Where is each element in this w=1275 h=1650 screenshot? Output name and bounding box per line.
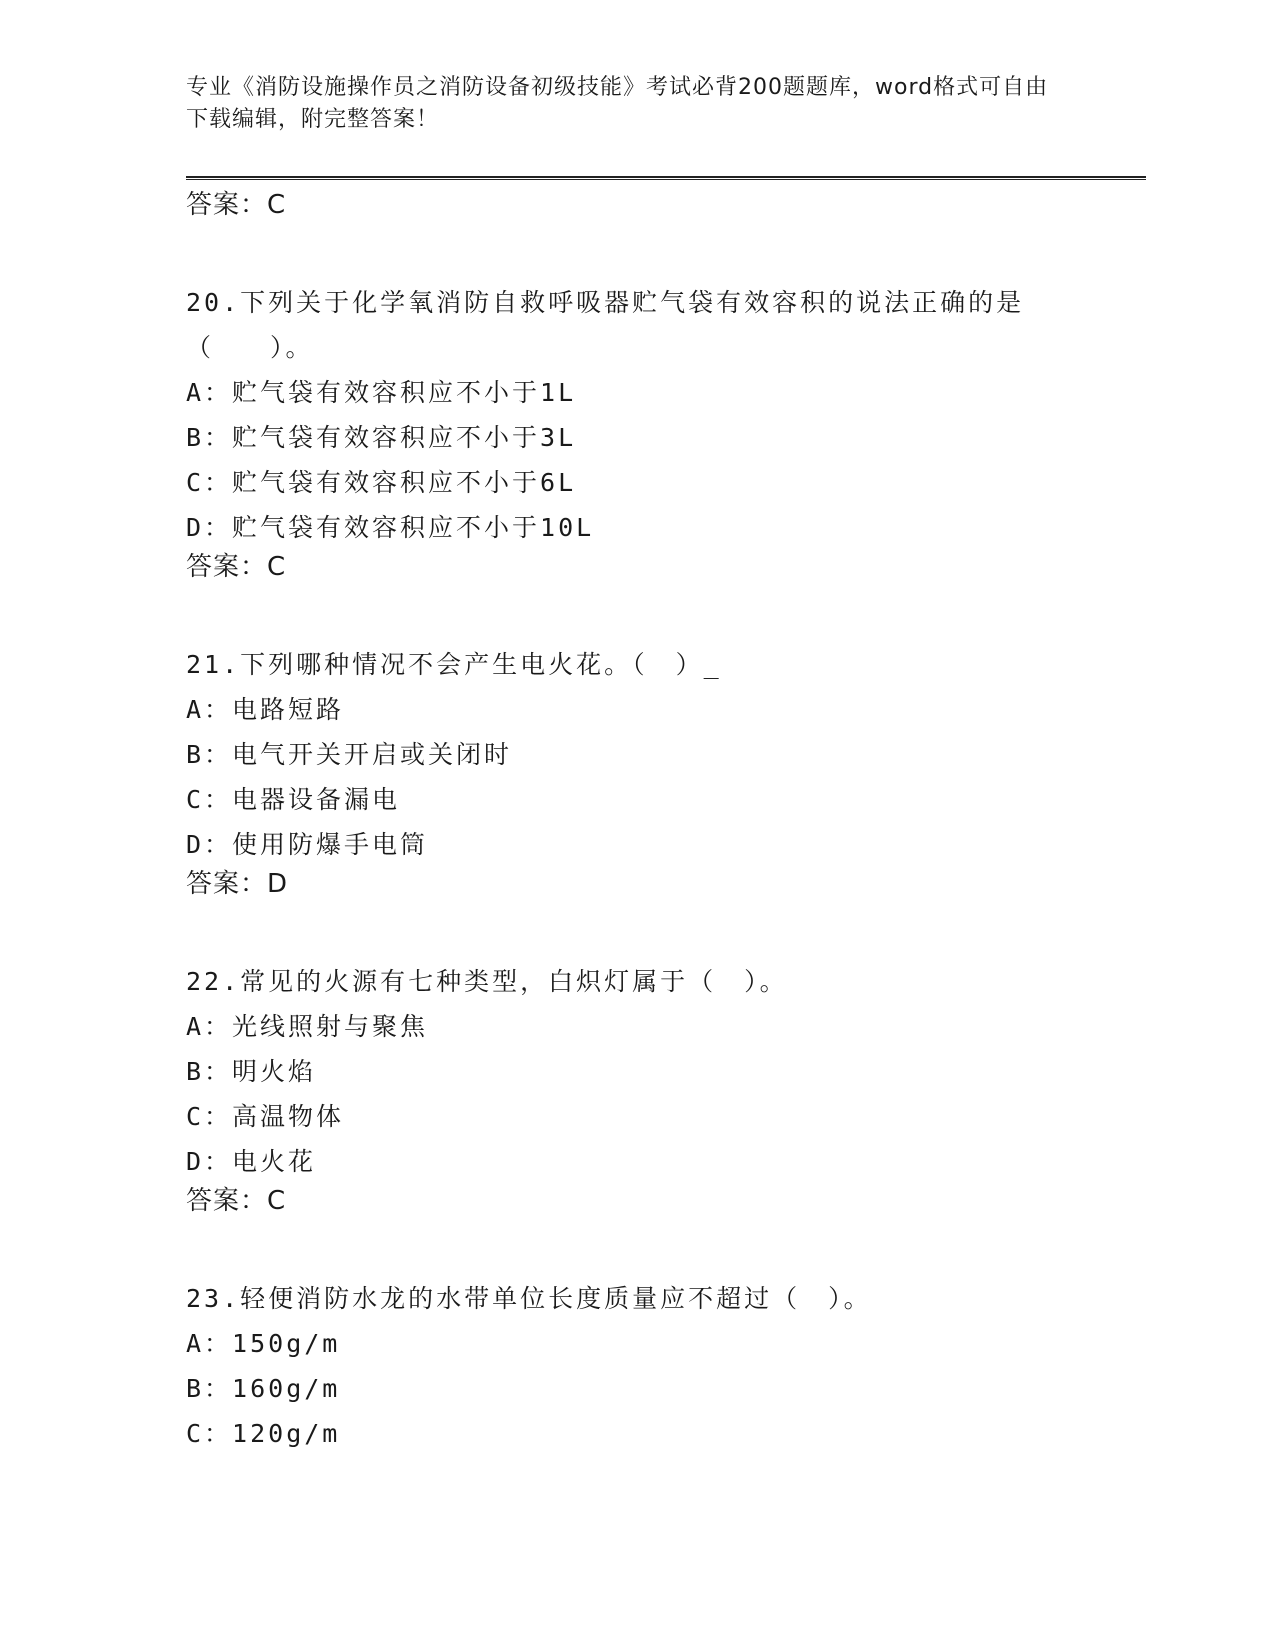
option-b: B：电气开关开启或关闭时 <box>186 740 513 769</box>
document-page <box>186 0 1146 1650</box>
answer-label: 答案：D <box>186 869 289 899</box>
option-d: D：电火花 <box>186 1147 317 1176</box>
question-block <box>186 642 1146 912</box>
spacer <box>186 1229 1146 1276</box>
question-text: 23.轻便消防水龙的水带单位长度质量应不超过（ ）。 <box>186 1284 872 1313</box>
option-b: B：160g/m <box>186 1374 341 1403</box>
spacer <box>186 912 1146 959</box>
option-d: D：使用防爆手电筒 <box>186 830 429 859</box>
option-a: A：贮气袋有效容积应不小于1L <box>186 378 577 407</box>
question-block <box>186 1276 1146 1456</box>
option-c: C：电器设备漏电 <box>186 785 401 814</box>
option-a: A：150g/m <box>186 1329 341 1358</box>
answer-label: 答案：C <box>186 190 287 220</box>
question-text: 22.常见的火源有七种类型，白炽灯属于（ ）。 <box>186 967 788 996</box>
question-block <box>186 959 1146 1229</box>
option-b: B：明火焰 <box>186 1057 317 1086</box>
question-text: 21.下列哪种情况不会产生电火花。（ ）_ <box>186 650 722 679</box>
option-c: C：贮气袋有效容积应不小于6L <box>186 468 577 497</box>
option-b: B：贮气袋有效容积应不小于3L <box>186 423 577 452</box>
answer-label: 答案：C <box>186 552 287 582</box>
option-a: A：光线照射与聚焦 <box>186 1012 429 1041</box>
spacer <box>186 595 1146 642</box>
option-c: C：120g/m <box>186 1419 341 1448</box>
option-d: D：贮气袋有效容积应不小于10L <box>186 513 595 542</box>
option-a: A：电路短路 <box>186 695 345 724</box>
document-intro: 专业《消防设施操作员之消防设备初级技能》考试必背200题题库，word格式可自由下载编辑，附完整答案！ <box>186 75 1049 132</box>
option-c: C：高温物体 <box>186 1102 345 1131</box>
question-text: 20.下列关于化学氧消防自救呼吸器贮气袋有效容积的说法正确的是（ ）。 <box>186 288 1025 362</box>
question-list <box>186 188 1146 1456</box>
question-block <box>186 280 1146 595</box>
answer-label: 答案：C <box>186 1186 287 1216</box>
spacer <box>186 233 1146 280</box>
header-divider <box>186 176 1146 180</box>
